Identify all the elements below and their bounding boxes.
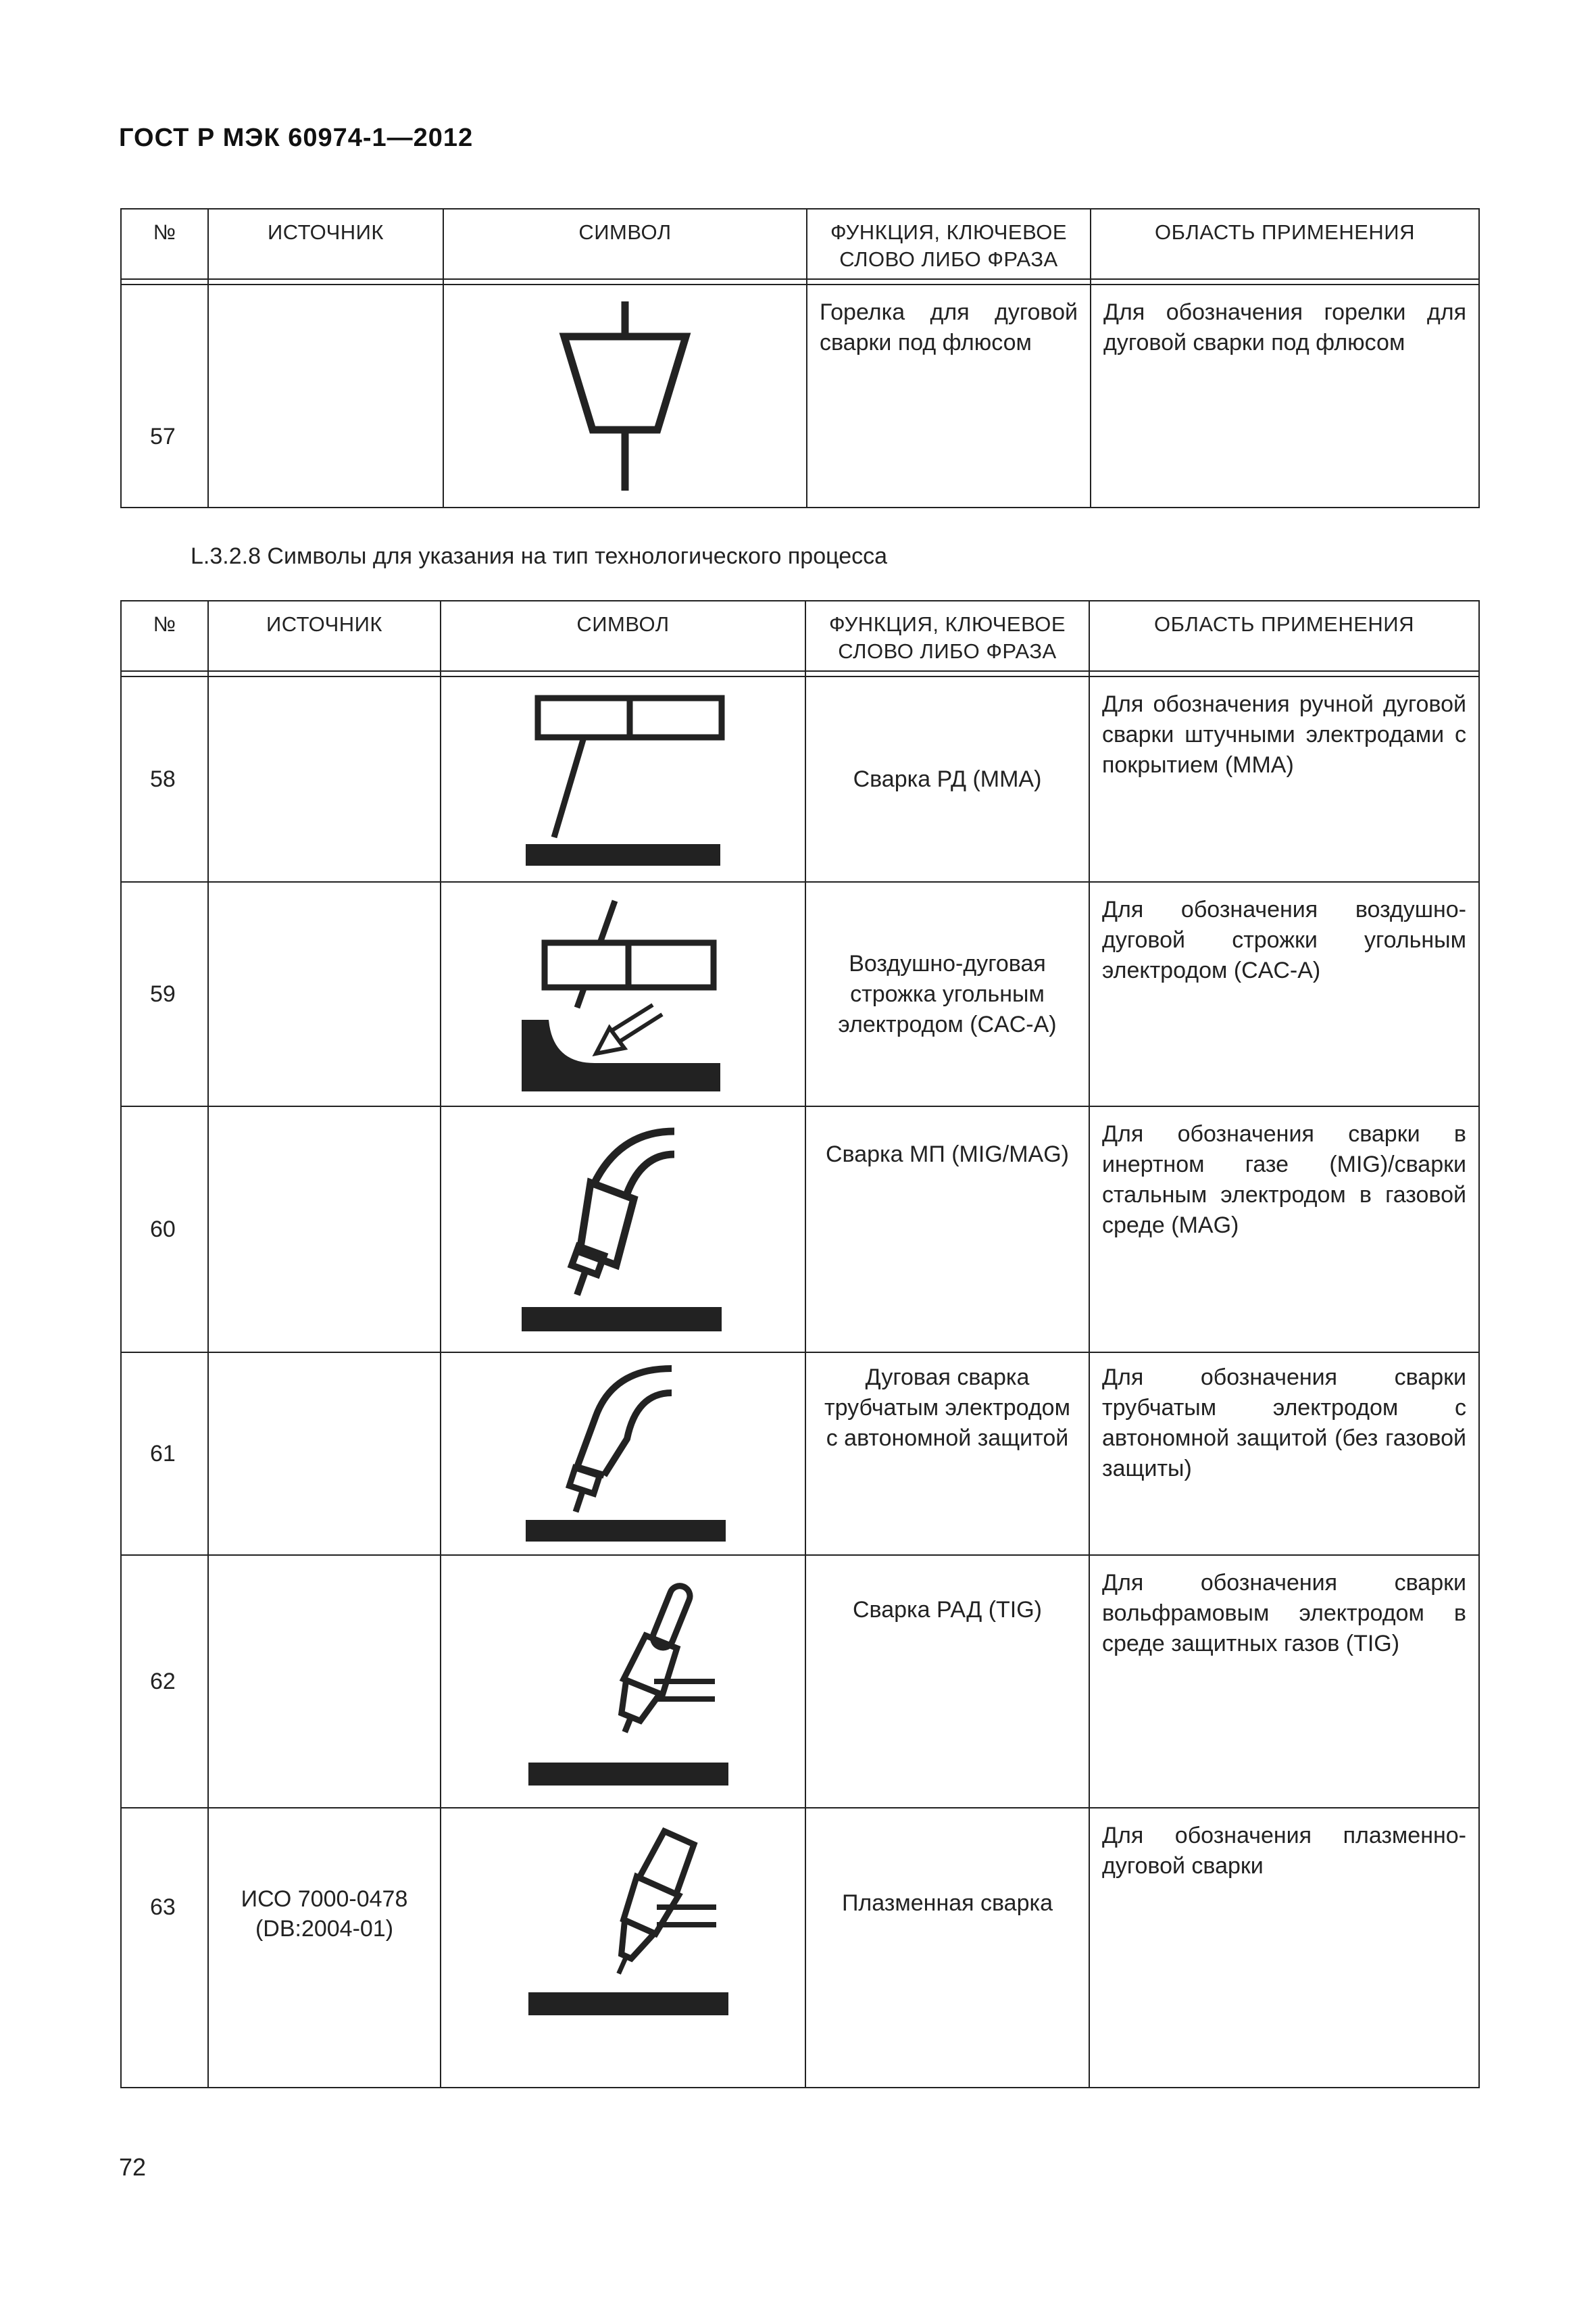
row-number: 58 <box>121 676 208 882</box>
row-number: 59 <box>121 882 208 1106</box>
table-row <box>121 285 1479 508</box>
row-function: Воздушно-дуговая строжка угольным электродом (CAC-A) <box>805 882 1089 1106</box>
carbon-arc-gouging-icon <box>508 893 738 1096</box>
col-header-area: ОБЛАСТЬ ПРИМЕНЕНИЯ <box>1091 209 1479 279</box>
header-separator <box>121 671 1479 676</box>
row-area: Для обозначения горелки для дуговой сварки под флюсом <box>1091 285 1479 508</box>
row-number: 57 <box>121 285 208 508</box>
row-area: Для обозначения плазменно-дуговой сварки <box>1089 1808 1479 2088</box>
document-header: ГОСТ Р МЭК 60974-1—2012 <box>119 124 474 152</box>
row-symbol <box>441 1352 805 1555</box>
row-function: Плазменная сварка <box>805 1808 1089 2088</box>
row-number: 60 <box>121 1106 208 1352</box>
row-area: Для обозначения сварки в инертном газе (MIG)/сварки стальным электродом в газовой среде (MAG) <box>1089 1106 1479 1352</box>
row-number: 61 <box>121 1352 208 1555</box>
mig-mag-welding-icon <box>495 1118 751 1341</box>
plasma-welding-icon <box>501 1821 745 2017</box>
row-area: Для обозначения ручной дуговой сварки штучными электродами с покрытием (ММА) <box>1089 676 1479 882</box>
table-row <box>121 1555 1479 1808</box>
col-header-number: № <box>121 601 208 671</box>
section-caption: L.3.2.8 Символы для указания на тип технологического процесса <box>191 543 888 569</box>
row-source <box>208 285 443 508</box>
row-source <box>208 676 441 882</box>
row-symbol <box>441 1555 805 1808</box>
row-function: Горелка для дуговой сварки под флюсом <box>807 285 1091 508</box>
table-row <box>121 882 1479 1106</box>
row-source <box>208 1106 441 1352</box>
col-header-area: ОБЛАСТЬ ПРИМЕНЕНИЯ <box>1089 601 1479 671</box>
row-source: ИСО 7000-0478 (DB:2004-01) <box>208 1808 441 2088</box>
row-function: Дуговая сварка трубчатым электродом с автономной защитой <box>805 1352 1089 1555</box>
row-number: 62 <box>121 1555 208 1808</box>
row-symbol <box>441 1106 805 1352</box>
row-symbol <box>441 882 805 1106</box>
row-symbol <box>443 285 807 508</box>
table-row <box>121 1106 1479 1352</box>
symbols-table-2 <box>120 600 1480 2088</box>
table-row <box>121 1808 1479 2088</box>
header-separator <box>121 279 1479 285</box>
row-source <box>208 882 441 1106</box>
mma-welding-icon <box>508 685 738 874</box>
row-number: 63 <box>121 1808 208 2088</box>
row-symbol <box>441 676 805 882</box>
col-header-number: № <box>121 209 208 279</box>
col-header-symbol: СИМВОЛ <box>441 601 805 671</box>
table-header-row <box>121 601 1479 671</box>
self-shielded-flux-cored-icon <box>501 1359 745 1548</box>
row-source <box>208 1352 441 1555</box>
row-function: Сварка РАД (TIG) <box>805 1555 1089 1808</box>
row-function: Сварка МП (MIG/MAG) <box>805 1106 1089 1352</box>
col-header-function: ФУНКЦИЯ, КЛЮЧЕВОЕ СЛОВО ЛИБО ФРАЗА <box>807 209 1091 279</box>
table-header-row <box>121 209 1479 279</box>
col-header-source: ИСТОЧНИК <box>208 601 441 671</box>
col-header-function: ФУНКЦИЯ, КЛЮЧЕВОЕ СЛОВО ЛИБО ФРАЗА <box>805 601 1089 671</box>
page-number: 72 <box>119 2153 147 2181</box>
table-row <box>121 1352 1479 1555</box>
table-row <box>121 676 1479 882</box>
row-area: Для обозначения сварки вольфрамовым электродом в среде защитных газов (TIG) <box>1089 1555 1479 1808</box>
row-function: Сварка РД (ММА) <box>805 676 1089 882</box>
row-source <box>208 1555 441 1808</box>
row-area: Для обозначения сварки трубчатым электродом с автономной защитой (без газовой защиты) <box>1089 1352 1479 1555</box>
submerged-arc-torch-icon <box>551 295 699 497</box>
row-area: Для обозначения воздушно-дуговой строжки угольным электродом (CAC-A) <box>1089 882 1479 1106</box>
row-symbol <box>441 1808 805 2088</box>
col-header-symbol: СИМВОЛ <box>443 209 807 279</box>
col-header-source: ИСТОЧНИК <box>208 209 443 279</box>
symbols-table-1 <box>120 208 1480 508</box>
tig-welding-icon <box>501 1567 745 1796</box>
